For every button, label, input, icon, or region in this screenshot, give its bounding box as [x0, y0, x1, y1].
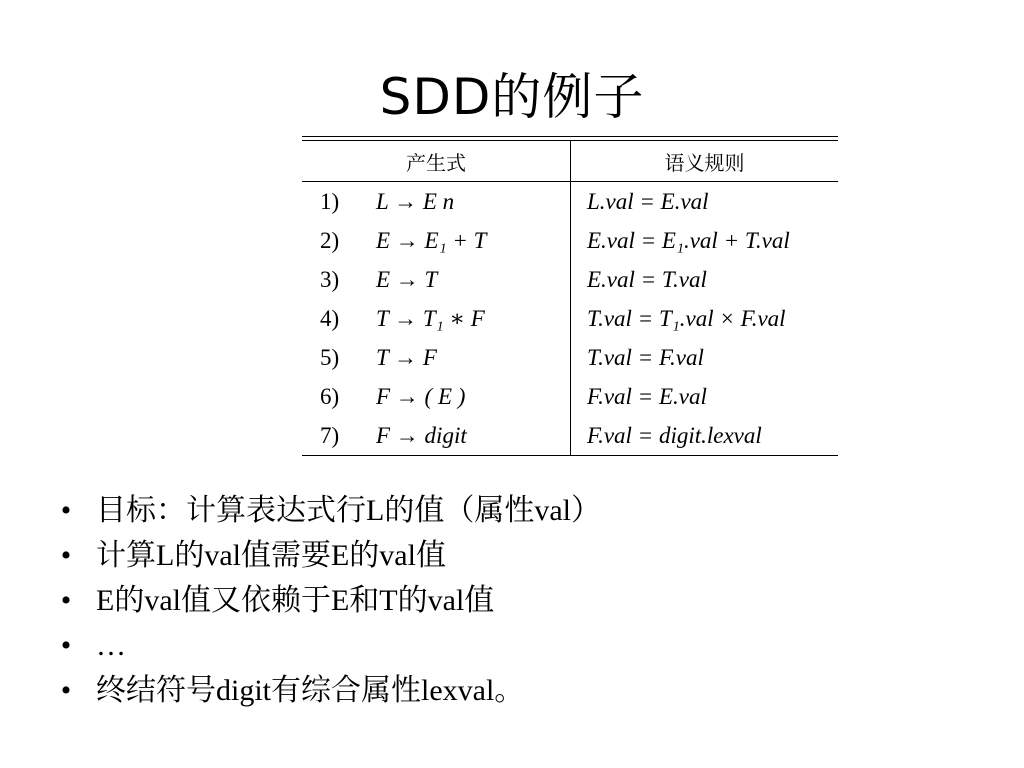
row-semantic-rule: F.val = E.val [587, 383, 707, 409]
row-production: T → T₁ ∗ F [376, 299, 571, 338]
slide-title: SDD的例子 [379, 68, 645, 126]
row-production: F → digit [376, 416, 571, 455]
row-number: 7) [320, 422, 340, 448]
bullet-text: 终结符号digit有综合属性lexval。 [96, 674, 525, 707]
row-production: E → T [376, 260, 571, 299]
table-row [302, 221, 838, 260]
table-row [302, 377, 838, 416]
bullet-item [56, 488, 996, 533]
row-semantic-rule: E.val = E₁.val + T.val [587, 227, 790, 253]
header-semantic-rule: 语义规则 [571, 141, 839, 182]
bullet-text: … [96, 629, 126, 662]
bullet-item [56, 533, 996, 578]
bullet-dot-icon: • [60, 584, 72, 617]
table-row [302, 299, 838, 338]
row-semantic-rule: T.val = F.val [587, 344, 704, 370]
bullet-dot-icon: • [60, 494, 72, 527]
row-production: L → E n [376, 182, 571, 222]
row-number: 6) [320, 383, 340, 409]
bullet-item [56, 578, 996, 623]
sdd-table [302, 136, 838, 456]
table-row [302, 338, 838, 377]
bullet-dot-icon: • [60, 674, 72, 707]
table-row [302, 260, 838, 299]
bullet-dot-icon: • [60, 629, 72, 662]
bullet-item [56, 623, 996, 668]
row-semantic-rule: T.val = T₁.val × F.val [587, 305, 786, 331]
table-row [302, 416, 838, 455]
row-semantic-rule: L.val = E.val [587, 188, 709, 214]
bullet-list [56, 488, 996, 713]
row-semantic-rule: F.val = digit.lexval [587, 422, 762, 448]
table-bottom-rule [302, 455, 838, 456]
table-row [302, 182, 838, 222]
table-top-rule [302, 136, 838, 137]
bullet-dot-icon: • [60, 539, 72, 572]
row-number: 4) [320, 305, 340, 331]
row-production: E → E₁ + T [376, 221, 571, 260]
row-number: 1) [320, 188, 340, 214]
row-semantic-rule: E.val = T.val [587, 266, 707, 292]
bullet-item [56, 668, 996, 713]
row-production: T → F [376, 338, 571, 377]
sdd-grid [302, 141, 838, 455]
bullet-text: 计算L的val值需要E的val值 [96, 539, 446, 572]
table-header-row [302, 141, 838, 182]
row-number: 2) [320, 227, 340, 253]
row-production: F → ( E ) [376, 377, 571, 416]
row-number: 3) [320, 266, 340, 292]
bullet-text: 目标：计算表达式行L的值（属性val） [96, 494, 601, 527]
bullet-text: E的val值又依赖于E和T的val值 [96, 584, 495, 617]
header-production: 产生式 [302, 141, 571, 182]
row-number: 5) [320, 344, 340, 370]
